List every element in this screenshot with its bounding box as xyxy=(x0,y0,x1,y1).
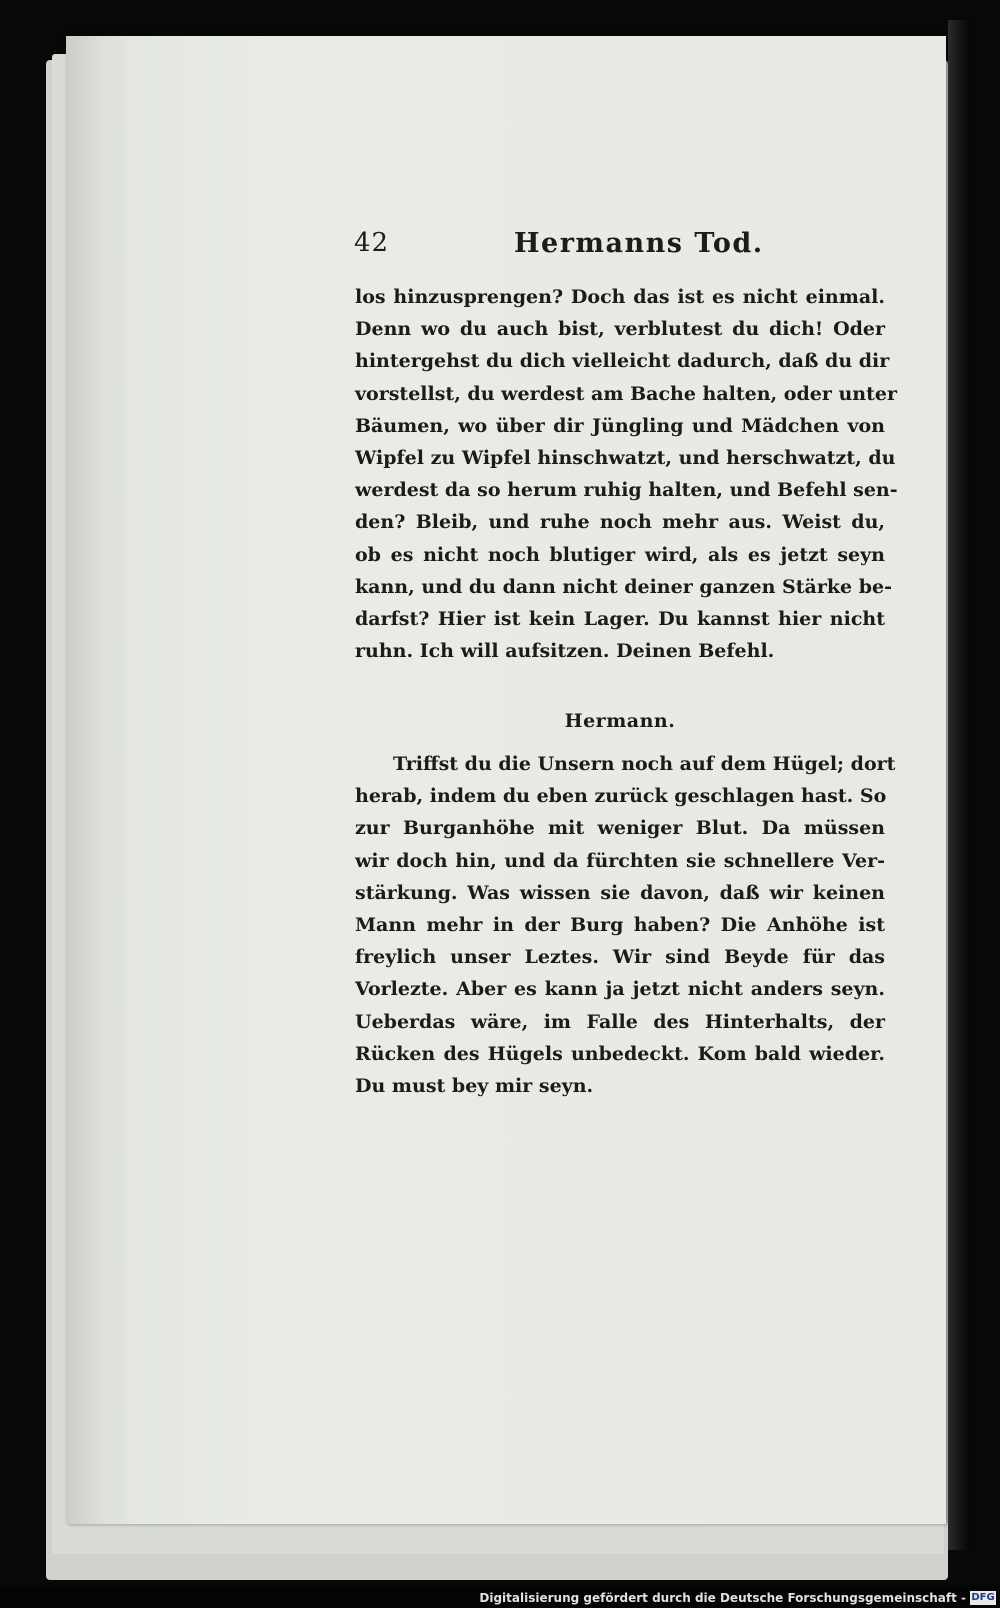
speaker-heading: Hermann. xyxy=(564,710,676,732)
text-line: freylich unser Leztes. Wir sind Beyde für das xyxy=(355,946,885,969)
text-line: darfst? Hier ist kein Lager. Du kannst hier nicht xyxy=(355,607,885,630)
text-line: Bäumen, wo über dir Jüngling und Mädchen von xyxy=(355,414,885,437)
book-edge xyxy=(948,20,972,1550)
text-line: zur Burganhöhe mit weniger Blut. Da müssen xyxy=(355,817,885,840)
page-number: 42 xyxy=(354,228,390,258)
footer-bar xyxy=(0,1586,1000,1608)
paragraph-speech xyxy=(355,281,898,667)
text-line: Ueberdas wäre, im Falle des Hinterhalts, der xyxy=(355,1010,885,1033)
page-header xyxy=(354,228,894,268)
text-line: hintergehst du dich vielleicht dadurch, daß du dir xyxy=(355,350,890,373)
text-line: Mann mehr in der Burg haben? Die Anhöhe ist xyxy=(355,913,885,936)
text-line: ob es nicht noch blutiger wird, als es jetzt seyn xyxy=(355,543,885,566)
text-line: ruhn. Ich will aufsitzen. Deinen Befehl. xyxy=(355,640,775,663)
text-line: Du must bey mir seyn. xyxy=(355,1074,594,1097)
text-line: Triffst du die Unsern noch auf dem Hügel; dort xyxy=(393,753,896,775)
dfg-logo-icon: DFG xyxy=(971,1592,995,1603)
text-line: Vorlezte. Aber es kann ja jetzt nicht anders seyn. xyxy=(355,978,885,1001)
text-line: kann, und du dann nicht deiner ganzen Stärke be- xyxy=(355,575,893,598)
running-title: Hermanns Tod. xyxy=(514,228,764,259)
text-line: vorstellst, du werdest am Bache halten, oder unter xyxy=(355,382,897,405)
text-line: den? Bleib, und ruhe noch mehr aus. Weist du, xyxy=(355,511,885,534)
text-line: werdest da so herum ruhig halten, und Befehl sen- xyxy=(355,479,898,502)
text-line: wir doch hin, und da fürchten sie schnellere Ver- xyxy=(355,849,885,872)
paragraph-hermann xyxy=(355,748,896,1102)
funding-credit: Digitalisierung gefördert durch die Deutsche Forschungsgemeinschaft - xyxy=(479,1591,966,1605)
text-line: Denn wo du auch bist, verblutest du dich! Oder xyxy=(355,318,885,341)
page-gutter xyxy=(66,36,130,1524)
text-line: Rücken des Hügels unbedeckt. Kom bald wieder. xyxy=(355,1042,885,1065)
text-line: Wipfel zu Wipfel hinschwatzt, und herschwatzt, du xyxy=(355,446,896,469)
text-line: los hinzusprengen? Doch das ist es nicht einmal. xyxy=(355,286,885,308)
text-line: herab, indem du eben zurück geschlagen hast. So xyxy=(355,785,887,808)
text-line: stärkung. Was wissen sie davon, daß wir keinen xyxy=(355,881,885,904)
